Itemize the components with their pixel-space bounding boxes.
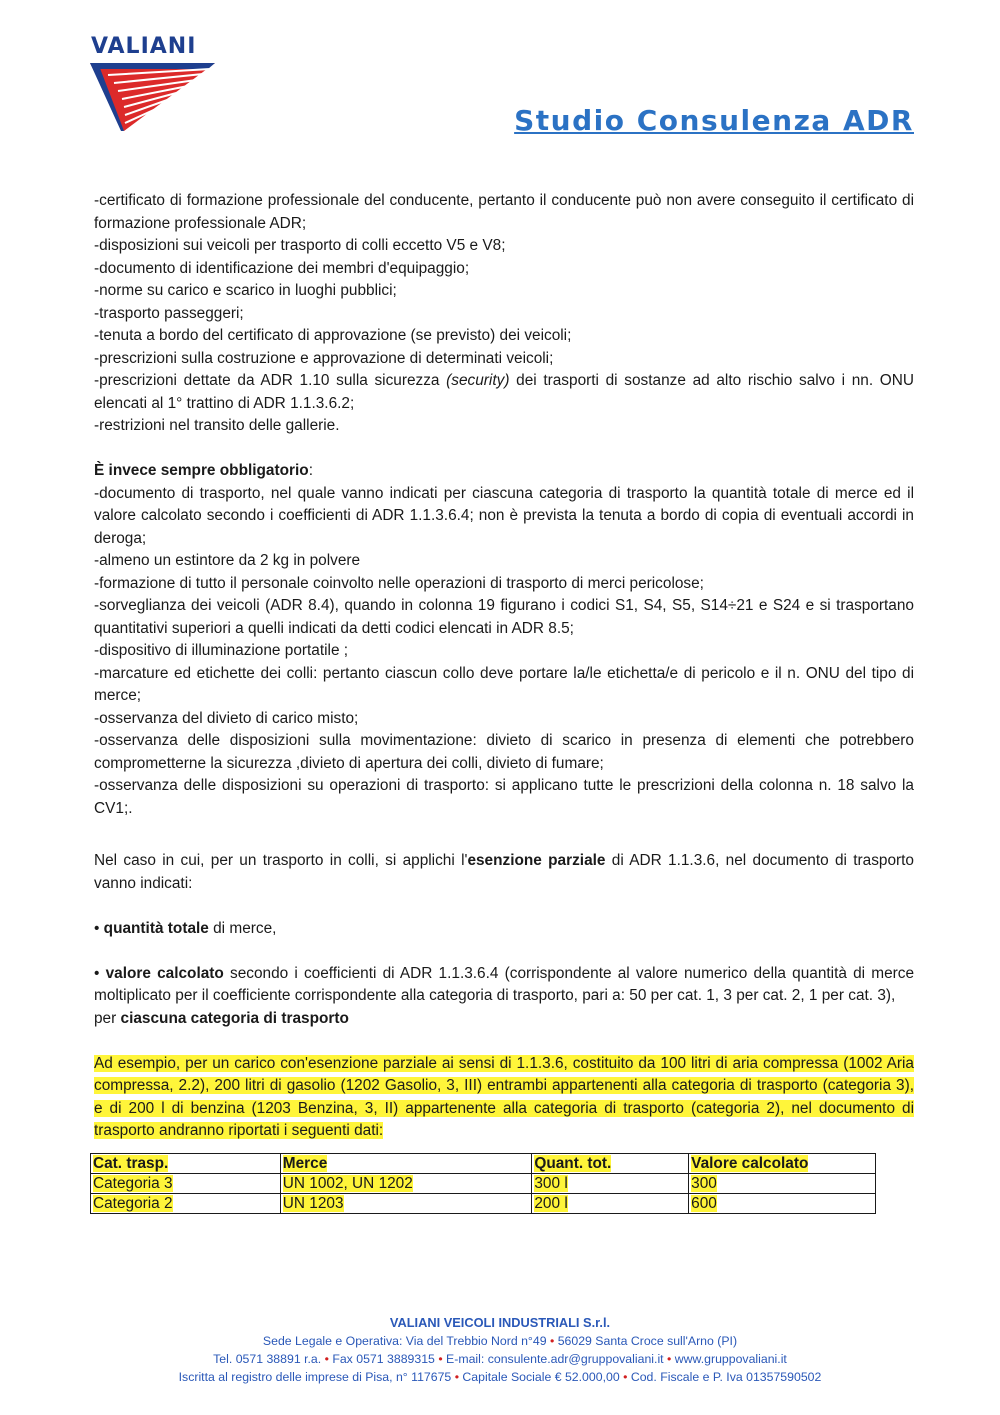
- logo-emblem-icon: [88, 61, 216, 133]
- column-header: Quant. tot.: [532, 1154, 689, 1174]
- footer-contacts: Tel. 0571 38891 r.a. • Fax 0571 3889315 • E-mail: consulente.adr@gruppovaliani.it • www.gruppovaliani.it: [213, 1352, 787, 1366]
- example-paragraph: Ad esempio, per un carico con'esenzione parziale ai sensi di 1.1.3.6, costituito da 100 litri di aria compressa (1002 Aria compressa, 2.2), 200 litri di gasolio (1202 Gasolio, 3, III) entrambi appartenenti alla categoria di trasporto (categoria 3), e di 200 l di benzina (1203 Benzina, 3, II) appartenente alla categoria di trasporto (categoria 2), nel documento di trasporto andranno riportati i seguenti dati:: [94, 1054, 914, 1139]
- page-title: Studio Consulenza ADR: [514, 104, 914, 137]
- footer-address: Sede Legale e Operativa: Via del Trebbio Nord n°49 • 56029 Santa Croce sull'Arno (PI): [262, 1334, 738, 1348]
- list-item: -almeno un estintore da 2 kg in polvere: [94, 552, 361, 569]
- list-item: -prescrizioni dettate da ADR 1.10 sulla sicurezza (security) dei trasporti di sostanze ad alto rischio salvo i nn. ONU elencati al 1° trattino di ADR 1.1.3.6.2;: [94, 372, 914, 412]
- footer-website-link[interactable]: www.gruppovaliani.it: [674, 1352, 787, 1366]
- list-item: -formazione di tutto il personale coinvolto nelle operazioni di trasporto di merci pericolose;: [94, 574, 704, 592]
- list-item: -documento di trasporto, nel quale vanno indicati per ciascuna categoria di trasporto la quantità totale di merce ed il valore calcolato secondo i coefficienti di ADR 1.1.3.6.4; non è prevista la tenuta a bordo di copia di eventuali accordi in deroga;: [94, 484, 914, 547]
- list-item: -dispositivo di illuminazione portatile ;: [94, 642, 349, 659]
- table-row: [91, 1194, 876, 1214]
- list-item: -prescrizioni sulla costruzione e approvazione di determinati veicoli;: [94, 349, 554, 367]
- list-item: -certificato di formazione professionale del conducente, pertanto il conducente può non avere conseguito il certificato di formazione professionale ADR;: [94, 192, 914, 232]
- table-cell: Categoria 2: [91, 1194, 281, 1214]
- table-cell: 200 l: [532, 1194, 689, 1214]
- column-header: Merce: [280, 1154, 532, 1174]
- list-item: -marcature ed etichette dei colli: pertanto ciascun collo deve portare la/le etichetta/e di pericolo e il n. ONU del tipo di merce;: [94, 664, 914, 704]
- list-item: -tenuta a bordo del certificato di approvazione (se previsto) dei veicoli;: [94, 327, 572, 344]
- table-header-row: [91, 1154, 876, 1174]
- separator-dot: •: [454, 1370, 459, 1384]
- list-item: -disposizioni sui veicoli per trasporto di colli eccetto V5 e V8;: [94, 237, 506, 254]
- list-item: -norme su carico e scarico in luoghi pubblici;: [94, 282, 397, 299]
- document-body: [94, 190, 914, 1143]
- separator-dot: •: [324, 1352, 329, 1366]
- footer-company: VALIANI VEICOLI INDUSTRIALI S.r.l.: [389, 1315, 611, 1330]
- footer: [0, 1314, 1000, 1386]
- partial-exemption-paragraph: Nel caso in cui, per un trasporto in colli, si applichi l'esenzione parziale di ADR 1.1.3.6, nel documento di trasporto vanno indicati:: [94, 852, 914, 892]
- list-item: -restrizioni nel transito delle gallerie.: [94, 417, 340, 434]
- list-item: -osservanza del divieto di carico misto;: [94, 709, 359, 727]
- separator-dot: •: [549, 1334, 555, 1348]
- list-item: -osservanza delle disposizioni sulla movimentazione: divieto di scarico in presenza di elementi che potrebbero comprometterne la sicurezza ,divieto di apertura dei colli, divieto di fumare;: [94, 732, 914, 772]
- list-item: -trasporto passeggeri;: [94, 304, 244, 322]
- security-term: (security): [446, 372, 510, 389]
- table-row: [91, 1174, 876, 1194]
- list-item: -documento di identificazione dei membri d'equipaggio;: [94, 259, 470, 277]
- valiani-logo: [88, 34, 218, 134]
- table-cell: 300: [689, 1174, 876, 1194]
- column-header: Cat. trasp.: [91, 1154, 281, 1174]
- bullet-item: • valore calcolato secondo i coefficienti di ADR 1.1.3.6.4 (corrispondente al valore numerico della quantità di merce moltiplicato per il coefficiente corrispondente alla categoria di trasporto, pari a: 50 per cat. 1, 3 per cat. 2, 1 per cat. 3),: [94, 964, 915, 1004]
- logo-text: VALIANI: [91, 34, 197, 59]
- column-header: Valore calcolato: [689, 1154, 876, 1174]
- bullet-item: • quantità totale di merce,: [94, 919, 277, 937]
- data-table: [90, 1153, 876, 1214]
- section-heading: È invece sempre obbligatorio:: [94, 462, 313, 479]
- list-item: -osservanza delle disposizioni su operazioni di trasporto: si applicano tutte le prescrizioni della colonna n. 18 salvo la CV1;.: [94, 777, 914, 817]
- list-item: -sorveglianza dei veicoli (ADR 8.4), quando in colonna 19 figurano i codici S1, S4, S5, S14÷21 e S24 e si trasportano quantitativi superiori a quelli indicati da detti codici elencati in ADR 8.5;: [94, 597, 914, 637]
- separator-dot: •: [623, 1370, 628, 1384]
- bullet-continuation: per ciascuna categoria di trasporto: [94, 1009, 349, 1027]
- table-cell: 300 l: [532, 1174, 689, 1194]
- separator-dot: •: [438, 1352, 443, 1366]
- footer-email-link[interactable]: E-mail: consulente.adr@gruppovaliani.it: [446, 1352, 664, 1366]
- table-cell: 600: [689, 1194, 876, 1214]
- table-cell: UN 1002, UN 1202: [280, 1174, 532, 1194]
- separator-dot: •: [667, 1352, 672, 1366]
- footer-registration: Iscritta al registro delle imprese di Pisa, n° 117675 • Capitale Sociale € 52.000,00 • Cod. Fiscale e P. Iva 01357590502: [178, 1370, 822, 1384]
- table-cell: UN 1203: [280, 1194, 532, 1214]
- table-cell: Categoria 3: [91, 1174, 281, 1194]
